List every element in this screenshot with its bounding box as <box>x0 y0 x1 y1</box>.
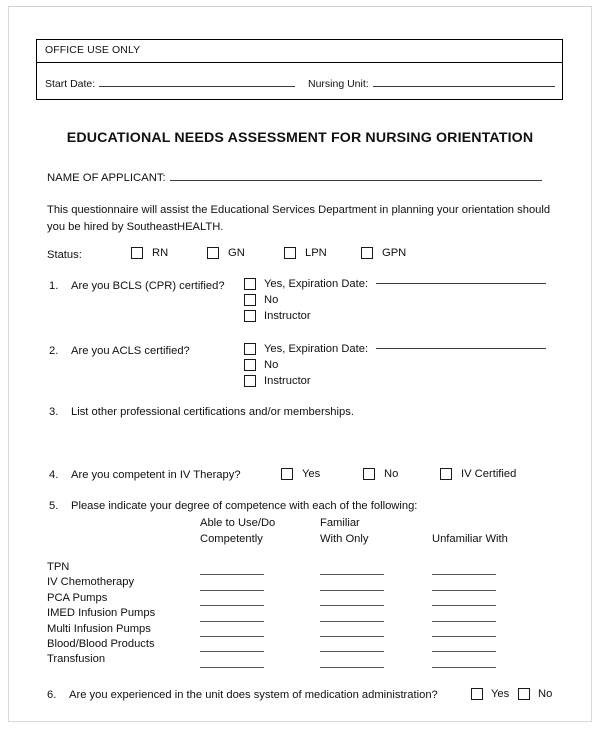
question-4-option-label: No <box>384 468 399 480</box>
competence-column-1-line1: Able to Use/Do <box>200 517 276 529</box>
question-2-expiration-date-input[interactable] <box>376 348 546 349</box>
question-2-option-label: Yes, Expiration Date: <box>264 343 369 355</box>
competence-input-able[interactable] <box>200 605 264 606</box>
question-2-text: Are you ACLS certified? <box>71 345 190 357</box>
question-1-expiration-date-input[interactable] <box>376 283 546 284</box>
nursing-unit-label: Nursing Unit: <box>308 78 369 90</box>
competence-item-label: Multi Infusion Pumps <box>47 622 151 635</box>
question-4-number: 4. <box>49 469 59 481</box>
question-2-number: 2. <box>49 345 59 357</box>
competence-input-familiar[interactable] <box>320 621 384 622</box>
question-4-option-label: IV Certified <box>461 468 517 480</box>
intro-paragraph: This questionnaire will assist the Educational Services Department in planning your orientation should you be hired by SoutheastHEALTH. <box>47 204 551 233</box>
checkbox-icon[interactable] <box>284 247 296 259</box>
table-row <box>47 561 547 576</box>
question-6-number: 6. <box>47 689 57 701</box>
competence-item-label: TPN <box>47 561 70 573</box>
table-row <box>47 576 547 591</box>
status-option-label: GPN <box>382 247 407 259</box>
checkbox-icon[interactable] <box>207 247 219 259</box>
competence-item-label: Transfusion <box>47 653 106 666</box>
competence-input-unfamiliar[interactable] <box>432 590 496 591</box>
question-1-option-label: Instructor <box>264 310 311 322</box>
competence-column-3-line2: Unfamiliar With <box>432 533 508 545</box>
competence-input-unfamiliar[interactable] <box>432 636 496 637</box>
competence-input-unfamiliar[interactable] <box>432 621 496 622</box>
competence-input-unfamiliar[interactable] <box>432 574 496 575</box>
competence-column-2-line1: Familiar <box>320 517 360 529</box>
applicant-name-field[interactable] <box>47 172 542 184</box>
competence-input-familiar[interactable] <box>320 667 384 668</box>
status-option-rn[interactable] <box>131 247 168 259</box>
table-row <box>47 607 547 622</box>
status-row <box>47 247 547 265</box>
checkbox-icon[interactable] <box>361 247 373 259</box>
competence-input-able[interactable] <box>200 621 264 622</box>
question-4-text: Are you competent in IV Therapy? <box>71 469 241 481</box>
question-1-option-instructor[interactable] <box>244 308 546 324</box>
applicant-name-input[interactable] <box>170 180 542 181</box>
competence-input-unfamiliar[interactable] <box>432 667 496 668</box>
competence-item-label: PCA Pumps <box>47 591 108 604</box>
question-6-text: Are you experienced in the unit does system of medication administration? <box>69 689 438 701</box>
question-2-option-label: Instructor <box>264 375 311 387</box>
question-2-option-label: No <box>264 359 279 371</box>
table-row <box>47 638 547 653</box>
competence-table <box>47 561 547 669</box>
question-4-options <box>281 468 561 486</box>
question-6-option-label: Yes <box>491 688 510 700</box>
competence-input-able[interactable] <box>200 590 264 591</box>
question-3-number: 3. <box>49 406 59 418</box>
status-option-label: GN <box>228 247 245 259</box>
status-label: Status: <box>47 249 82 261</box>
checkbox-icon[interactable] <box>363 468 375 480</box>
status-option-gn[interactable] <box>207 247 245 259</box>
question-1-option-label: Yes, Expiration Date: <box>264 278 369 290</box>
applicant-name-label: NAME OF APPLICANT: <box>47 172 166 184</box>
question-4-option-no[interactable] <box>363 468 398 480</box>
competence-input-unfamiliar[interactable] <box>432 605 496 606</box>
competence-input-able[interactable] <box>200 667 264 668</box>
competence-input-familiar[interactable] <box>320 651 384 652</box>
question-4-option-iv-certified[interactable] <box>440 468 516 480</box>
competence-input-able[interactable] <box>200 574 264 575</box>
question-4-option-label: Yes <box>302 468 321 480</box>
checkbox-icon[interactable] <box>131 247 143 259</box>
competence-input-familiar[interactable] <box>320 605 384 606</box>
competence-item-label: IV Chemotherapy <box>47 576 135 589</box>
start-date-field[interactable] <box>45 78 295 90</box>
start-date-input[interactable] <box>99 86 295 87</box>
question-6-option-label: No <box>538 688 553 700</box>
table-row <box>47 653 547 668</box>
status-option-label: LPN <box>305 247 327 259</box>
question-2-option-no[interactable] <box>244 357 546 373</box>
question-1-option-yes[interactable] <box>244 276 546 292</box>
question-1-option-no[interactable] <box>244 292 546 308</box>
question-1-number: 1. <box>49 280 59 292</box>
question-5-text: Please indicate your degree of competence with each of the following: <box>71 500 418 512</box>
checkbox-icon[interactable] <box>244 343 256 355</box>
table-row <box>47 592 547 607</box>
competence-item-label: IMED Infusion Pumps <box>47 607 156 620</box>
checkbox-icon[interactable] <box>244 359 256 371</box>
competence-column-1-line2: Competently <box>200 533 263 545</box>
checkbox-icon[interactable] <box>471 688 483 700</box>
question-6-option-no[interactable] <box>518 688 552 700</box>
question-2-options <box>244 341 546 389</box>
question-5-number: 5. <box>49 500 59 512</box>
question-1-options <box>244 276 546 324</box>
page-title: EDUCATIONAL NEEDS ASSESSMENT FOR NURSING ORIENTATION <box>66 130 534 146</box>
question-6 <box>47 689 567 707</box>
status-option-gpn[interactable] <box>361 247 406 259</box>
status-option-lpn[interactable] <box>284 247 327 259</box>
question-2-option-yes[interactable] <box>244 341 546 357</box>
question-2-option-instructor[interactable] <box>244 373 546 389</box>
question-6-option-yes[interactable] <box>471 688 509 700</box>
office-use-only-box <box>36 39 563 100</box>
office-use-only-label: OFFICE USE ONLY <box>45 44 141 56</box>
checkbox-icon[interactable] <box>244 294 256 306</box>
competence-input-familiar[interactable] <box>320 590 384 591</box>
competence-input-able[interactable] <box>200 651 264 652</box>
checkbox-icon[interactable] <box>518 688 530 700</box>
competence-column-1 <box>200 515 275 547</box>
competence-column-3 <box>432 531 508 547</box>
start-date-label: Start Date: <box>45 78 96 90</box>
question-1-text: Are you BCLS (CPR) certified? <box>71 280 225 292</box>
nursing-unit-field[interactable] <box>308 78 555 90</box>
checkbox-icon[interactable] <box>244 375 256 387</box>
competence-input-familiar[interactable] <box>320 574 384 575</box>
status-option-label: RN <box>152 247 169 259</box>
checkbox-icon[interactable] <box>281 468 293 480</box>
nursing-unit-input[interactable] <box>373 86 555 87</box>
question-3-text: List other professional certifications and/or memberships. <box>71 406 354 418</box>
competence-column-2 <box>320 515 369 547</box>
checkbox-icon[interactable] <box>244 278 256 290</box>
checkbox-icon[interactable] <box>440 468 452 480</box>
competence-input-able[interactable] <box>200 636 264 637</box>
competence-item-label: Blood/Blood Products <box>47 637 155 650</box>
question-1-option-label: No <box>264 294 279 306</box>
competence-input-unfamiliar[interactable] <box>432 651 496 652</box>
office-use-only-fields <box>37 63 562 99</box>
office-use-only-header <box>37 40 562 63</box>
checkbox-icon[interactable] <box>244 310 256 322</box>
competence-column-2-line2: With Only <box>320 533 369 545</box>
table-row <box>47 623 547 638</box>
question-4-option-yes[interactable] <box>281 468 320 480</box>
competence-input-familiar[interactable] <box>320 636 384 637</box>
